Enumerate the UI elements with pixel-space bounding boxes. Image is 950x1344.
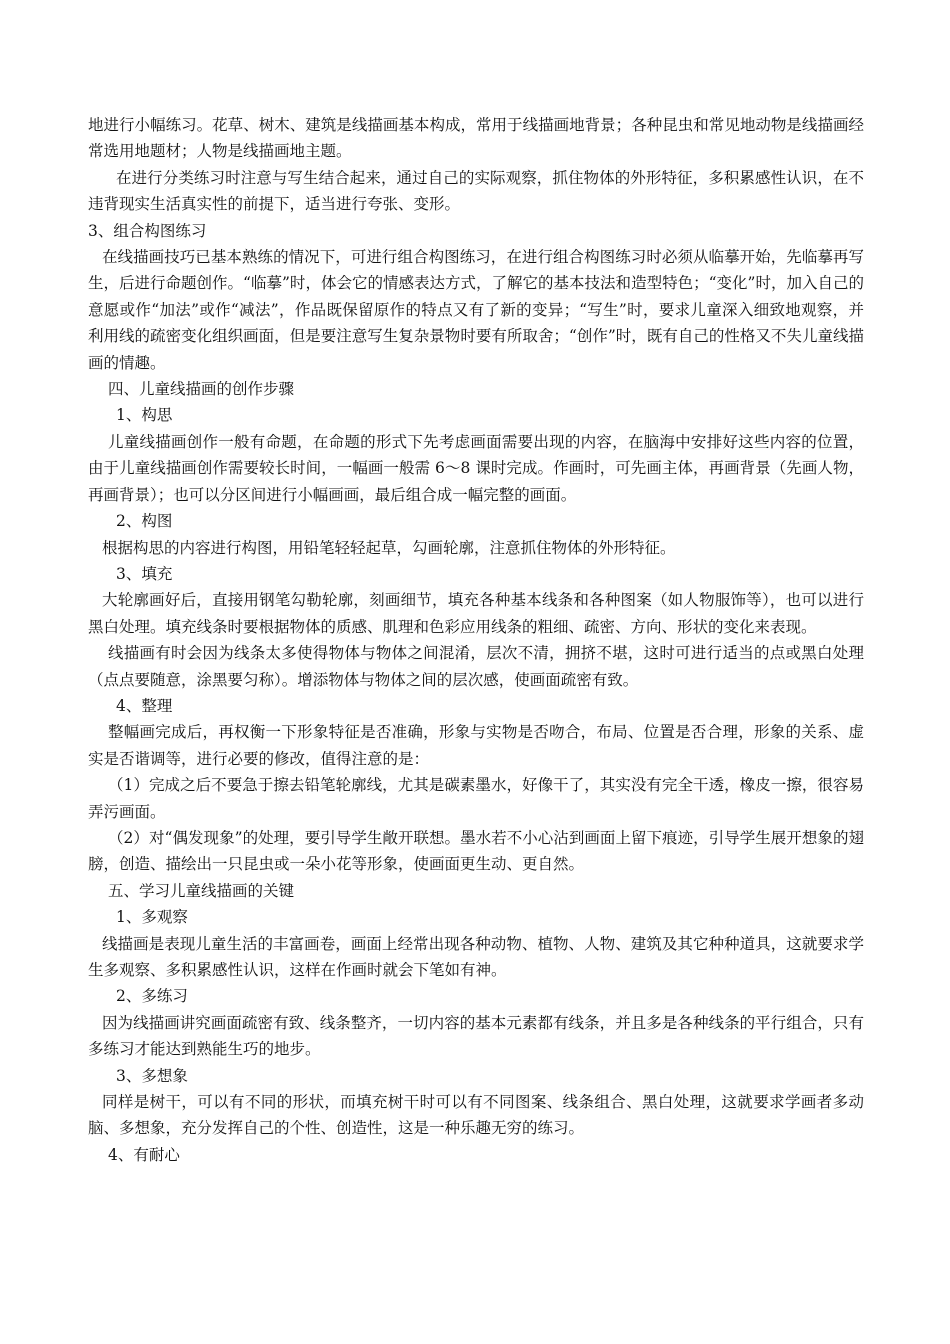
heading-imagine: 3、多想象 [116, 1066, 188, 1085]
heading-patience: 4、有耐心 [108, 1145, 180, 1164]
section-heading-keys: 五、学习儿童线描画的关键 [108, 881, 295, 900]
paragraph-imagine: 同样是树干，可以有不同的形状，而填充树干时可以有不同图案、线条组合、黑白处理，这就要求学画者多动脑、多想象，充分发挥自己的个性、创造性，这是一种乐趣无穷的练习。 [88, 1093, 864, 1138]
paragraph-finishing: 整幅画完成后，再权衡一下形象特征是否准确，形象与实物是否吻合，布局、位置是否合理，形象的关系、虚实是否谐调等，进行必要的修改，值得注意的是： [88, 723, 864, 768]
heading-filling: 3、填充 [116, 564, 173, 583]
heading-layout: 2、构图 [116, 512, 173, 531]
heading-composition-practice: 3、组合构图练习 [88, 221, 207, 240]
paragraph-note-2: （2）对“偶发现象”的处理，要引导学生敞开联想。墨水若不小心沾到画面上留下痕迹，引导学生展开想象的翅膀，创造、描绘出一只昆虫或一朵小花等形象，使画面更生动、更自然。 [88, 828, 864, 874]
paragraph-classification-practice: 在进行分类练习时注意与写生结合起来，通过自己的实际观察，抓住物体的外形特征，多积累感性认识，在不违背现实生活真实性的前提下，适当进行夸张、变形。 [88, 168, 864, 214]
section-heading-creation-steps: 四、儿童线描画的创作步骤 [108, 380, 295, 399]
paragraph-black-white: 线描画有时会因为线条太多使得物体与物体之间混淆，层次不清，拥挤不堪，这时可进行适当的点或黑白处理（点点要随意，涂黑要匀称）。增添物体与物体之间的层次感，使画面疏密有致。 [88, 644, 864, 689]
paragraph-continuation: 地进行小幅练习。花草、树木、建筑是线描画基本构成，常用于线描画地背景；各种昆虫和常见地动物是线描画经常选用地题材；人物是线描画地主题。 [88, 116, 864, 161]
heading-observe: 1、多观察 [116, 908, 188, 927]
paragraph-observe: 线描画是表现儿童生活的丰富画卷，画面上经常出现各种动物、植物、人物、建筑及其它种种道具，这就要求学生多观察、多积累感性认识，这样在作画时就会下笔如有神。 [88, 934, 864, 979]
document-page [88, 112, 864, 1168]
heading-conception: 1、构思 [116, 406, 173, 425]
paragraph-composition-practice: 在线描画技巧已基本熟练的情况下，可进行组合构图练习，在进行组合构图练习时必须从临摹开始，先临摹再写生，后进行命题创作。“临摹”时，体会它的情感表达方式，了解它的基本技法和造型特色；“变化”时，加入自己的意愿或作“加法”或作“减法”，作品既保留原作的特点又有了新的变异；“写生”时，要求儿童深入细致地观察，并利用线的疏密变化组织画面，但是要注意写生复杂景物时要有所取舍；“创作”时，既有自己的性格又不失儿童线描画的情趣。 [88, 248, 864, 372]
paragraph-note-1: （1）完成之后不要急于擦去铅笔轮廓线，尤其是碳素墨水，好像干了，其实没有完全干透，橡皮一擦，很容易弄污画面。 [88, 776, 864, 821]
paragraph-practice: 因为线描画讲究画面疏密有致、线条整齐，一切内容的基本元素都有线条，并且多是各种线条的平行组合，只有多练习才能达到熟能生巧的地步。 [88, 1013, 864, 1059]
heading-practice: 2、多练习 [116, 987, 188, 1006]
paragraph-conception: 儿童线描画创作一般有命题，在命题的形式下先考虑画面需要出现的内容，在脑海中安排好这些内容的位置，由于儿童线描画创作需要较长时间，一幅画一般需 6～8 课时完成。作画时，可先画主体，再画背景（先画人物，再画背景）；也可以分区间进行小幅画画，最后组合成一幅完整的画面。 [88, 432, 864, 504]
paragraph-layout: 根据构思的内容进行构图，用铅笔轻轻起草，勾画轮廓，注意抓住物体的外形特征。 [102, 538, 676, 557]
paragraph-filling: 大轮廓画好后，直接用钢笔勾勒轮廓，刻画细节，填充各种基本线条和各种图案（如人物服饰等），也可以进行黑白处理。填充线条时要根据物体的质感、肌理和色彩应用线条的粗细、疏密、方向、形状的变化来表现。 [88, 591, 864, 636]
heading-finishing: 4、整理 [116, 696, 173, 715]
